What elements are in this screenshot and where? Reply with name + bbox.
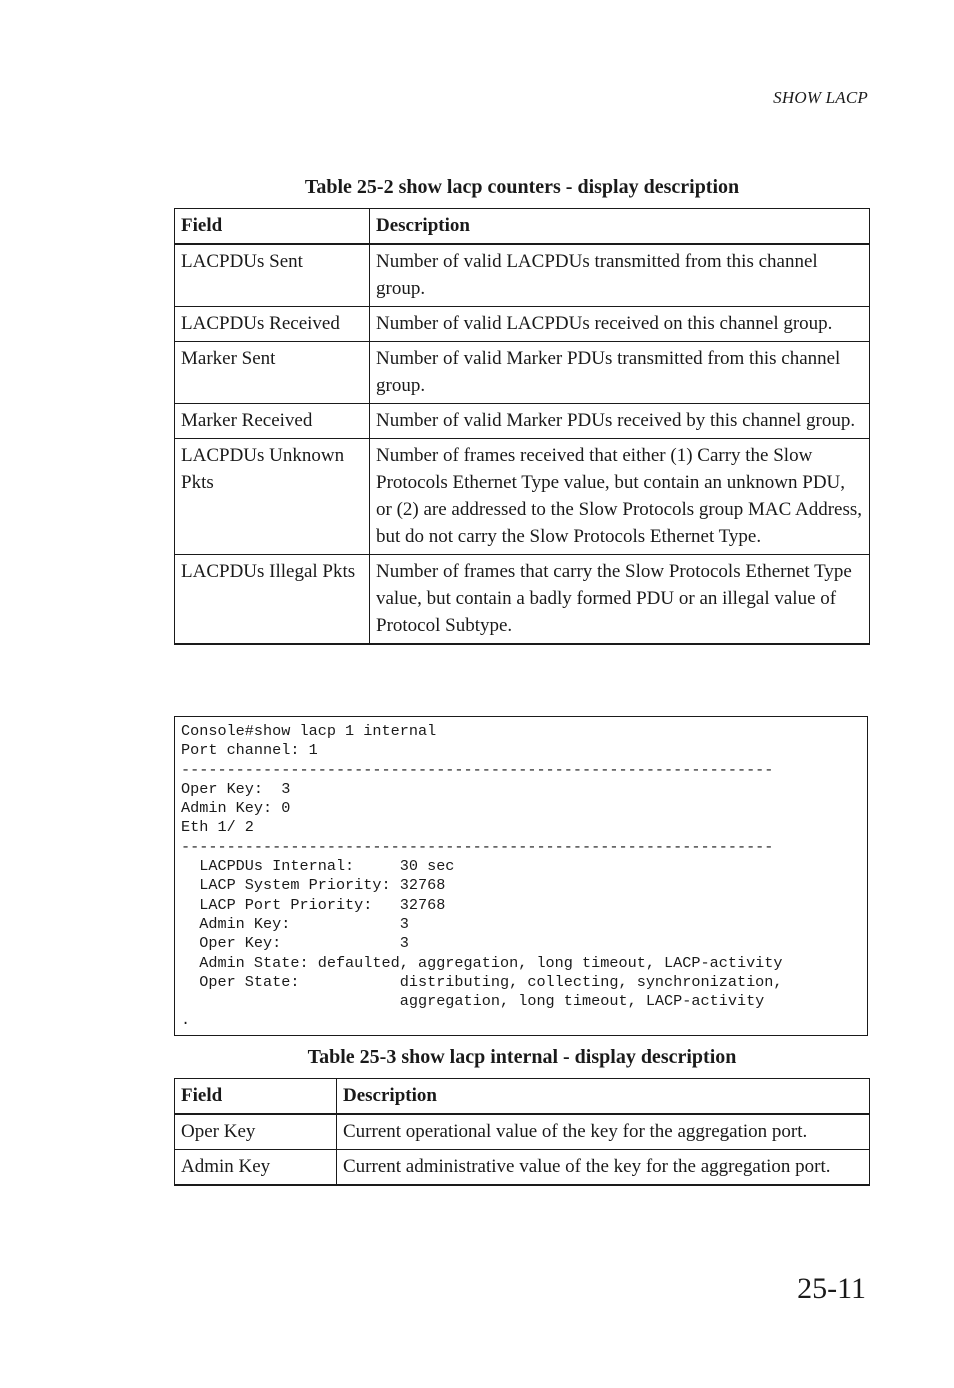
field-cell: Marker Received [175, 404, 370, 439]
console-line: Oper State: distributing, collecting, synchronization, [181, 972, 783, 991]
console-line: Console#show lacp 1 internal [181, 722, 437, 740]
table-row [175, 244, 870, 307]
field-cell: LACPDUs Sent [175, 244, 370, 307]
console-ellipsis: . [181, 1011, 191, 1030]
console-line: Oper Key: 3 [181, 779, 291, 798]
table-header-row [175, 1079, 870, 1115]
lacp-internal-table [174, 1078, 870, 1186]
console-line: ----------------------------------------------------------------- [181, 837, 774, 856]
console-line: Oper Key: 3 [181, 934, 409, 953]
table-row [175, 439, 870, 555]
description-cell: Number of frames received that either (1) Carry the Slow Protocols Ethernet Type value, but contain an unknown PDU, or (2) are addressed to the Slow Protocols group MAC Address, but do not carry the Slow Protocols Ethernet Type. [370, 439, 870, 555]
console-line: Port channel: 1 [181, 741, 318, 760]
description-cell: Number of valid Marker PDUs transmitted from this channel group. [370, 342, 870, 404]
table-row [175, 404, 870, 439]
running-header: SHOW LACP [773, 88, 868, 107]
console-line: Admin State: defaulted, aggregation, long timeout, LACP-activity [181, 953, 783, 972]
console-line: Admin Key: 0 [181, 799, 291, 818]
page-number: 25-11 [797, 1272, 866, 1305]
console-line: ----------------------------------------------------------------- [181, 760, 774, 779]
table-row [175, 1150, 870, 1186]
lacp-counters-table [174, 208, 870, 645]
description-cell: Current operational value of the key for the aggregation port. [337, 1114, 870, 1150]
console-output-box [174, 716, 868, 1036]
table-header-row [175, 209, 870, 245]
column-header-field: Field [175, 209, 370, 245]
table-row [175, 307, 870, 342]
column-header-description: Description [337, 1079, 870, 1115]
table-caption: Table 25-3 show lacp internal - display description [307, 1046, 737, 1068]
table-caption: Table 25-2 show lacp counters - display description [304, 176, 740, 198]
console-line: LACP Port Priority: 32768 [181, 895, 446, 914]
description-cell: Number of valid LACPDUs received on this channel group. [370, 307, 870, 342]
console-line: aggregation, long timeout, LACP-activity [181, 992, 765, 1011]
description-cell: Number of valid Marker PDUs received by this channel group. [370, 404, 870, 439]
description-cell: Number of valid LACPDUs transmitted from this channel group. [370, 244, 870, 307]
field-cell: LACPDUs Received [175, 307, 370, 342]
column-header-description: Description [370, 209, 870, 245]
field-cell: Marker Sent [175, 342, 370, 404]
field-cell: Admin Key [175, 1150, 337, 1186]
table-row [175, 555, 870, 645]
console-line: LACP System Priority: 32768 [181, 876, 446, 895]
field-cell: LACPDUs Unknown Pkts [175, 439, 370, 555]
console-line: Admin Key: 3 [181, 914, 409, 933]
field-cell: LACPDUs Illegal Pkts [175, 555, 370, 645]
console-line: Eth 1/ 2 [181, 818, 254, 837]
field-cell: Oper Key [175, 1114, 337, 1150]
description-cell: Current administrative value of the key for the aggregation port. [337, 1150, 870, 1186]
table-row [175, 342, 870, 404]
table-row [175, 1114, 870, 1150]
description-cell: Number of frames that carry the Slow Protocols Ethernet Type value, but contain a badly formed PDU or an illegal value of Protocol Subtype. [370, 555, 870, 645]
console-output [175, 717, 867, 1031]
column-header-field: Field [175, 1079, 337, 1115]
console-line: LACPDUs Internal: 30 sec [181, 857, 455, 876]
